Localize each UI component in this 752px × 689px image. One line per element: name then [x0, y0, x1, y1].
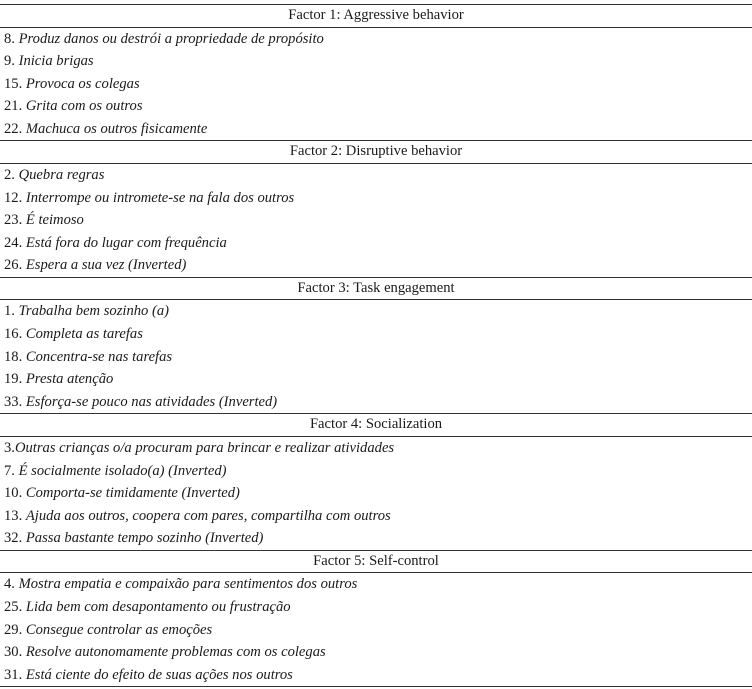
item-text: Trabalha bem sozinho (a): [18, 303, 169, 320]
item-text: Consegue controlar as emoções: [25, 621, 213, 638]
item-text: Está ciente do efeito de suas ações nos outros: [25, 666, 293, 683]
factor-block: [0, 278, 752, 414]
factor-header: Factor 4: Socialization: [0, 414, 752, 437]
item-text: Esforça-se pouco nas atividades (Inverted): [25, 393, 278, 410]
item-row: [0, 254, 752, 277]
item-number: 26.: [4, 257, 26, 274]
factor-header: Factor 2: Disruptive behavior: [0, 141, 752, 164]
item-row: [0, 323, 752, 346]
item-text: Lida bem com desapontamento ou frustração: [25, 598, 291, 615]
item-number: 19.: [4, 371, 26, 388]
item-text: Está fora do lugar com frequência: [25, 234, 227, 251]
item-row: [0, 437, 752, 460]
item-row: [0, 95, 752, 118]
item-row: [0, 73, 752, 96]
item-number: 21.: [4, 98, 26, 115]
factor-block: [0, 414, 752, 550]
item-row: [0, 164, 752, 187]
item-text: Machuca os outros fisicamente: [25, 120, 208, 137]
item-number: 10.: [4, 485, 26, 502]
item-number: 32.: [4, 530, 26, 547]
item-row: [0, 300, 752, 323]
item-number: 2.: [4, 166, 19, 183]
item-text: Completa as tarefas: [25, 326, 143, 343]
factor-header: Factor 1: Aggressive behavior: [0, 5, 752, 28]
item-row: [0, 187, 752, 210]
item-text: É teimoso: [25, 212, 84, 229]
item-row: [0, 573, 752, 596]
item-text: Ajuda aos outros, coopera com pares, compartilha com outros: [25, 507, 391, 524]
factor-block: [0, 551, 752, 687]
factor-header: Factor 5: Self-control: [0, 551, 752, 574]
item-number: 9.: [4, 53, 19, 70]
item-row: [0, 50, 752, 73]
item-number: 30.: [4, 644, 26, 661]
item-row: [0, 505, 752, 528]
item-text: Interrompe ou intromete-se na fala dos outros: [25, 189, 295, 206]
item-number: 23.: [4, 212, 26, 229]
item-text: Espera a sua vez (Inverted): [25, 257, 187, 274]
factor-items-table: [0, 4, 752, 687]
item-row: [0, 346, 752, 369]
item-text: Quebra regras: [18, 166, 105, 183]
item-number: 25.: [4, 598, 26, 615]
item-number: 31.: [4, 666, 26, 683]
item-text: Comporta-se timidamente (Inverted): [25, 485, 240, 502]
item-number: 18.: [4, 348, 26, 365]
factor-header: Factor 3: Task engagement: [0, 278, 752, 301]
item-number: 16.: [4, 326, 26, 343]
item-row: [0, 118, 752, 141]
item-row: [0, 460, 752, 483]
item-text: Mostra empatia e compaixão para sentimentos dos outros: [18, 576, 358, 593]
item-row: [0, 596, 752, 619]
item-row: [0, 619, 752, 642]
item-row: [0, 482, 752, 505]
item-row: [0, 664, 752, 687]
item-row: [0, 391, 752, 414]
item-number: 29.: [4, 621, 26, 638]
item-text: Inicia brigas: [18, 53, 94, 70]
item-row: [0, 232, 752, 255]
item-number: 8.: [4, 30, 19, 47]
item-number: 24.: [4, 234, 26, 251]
item-number: 12.: [4, 189, 26, 206]
item-text: É socialmente isolado(a) (Inverted): [18, 462, 227, 479]
item-row: [0, 641, 752, 664]
item-text: Grita com os outros: [25, 98, 143, 115]
item-number: 3.: [4, 439, 15, 456]
item-number: 22.: [4, 120, 26, 137]
item-text: Resolve autonomamente problemas com os colegas: [25, 644, 326, 661]
item-text: Passa bastante tempo sozinho (Inverted): [25, 530, 264, 547]
item-text: Outras crianças o/a procuram para brincar e realizar atividades: [14, 439, 395, 456]
item-row: [0, 209, 752, 232]
item-text: Concentra-se nas tarefas: [25, 348, 173, 365]
item-number: 1.: [4, 303, 19, 320]
factor-block: [0, 141, 752, 277]
item-text: Provoca os colegas: [25, 75, 140, 92]
item-number: 33.: [4, 393, 26, 410]
item-row: [0, 28, 752, 51]
item-number: 7.: [4, 462, 19, 479]
item-number: 13.: [4, 507, 26, 524]
factor-block: [0, 5, 752, 141]
item-text: Produz danos ou destrói a propriedade de propósito: [18, 30, 324, 47]
item-number: 4.: [4, 576, 19, 593]
item-row: [0, 527, 752, 550]
item-text: Presta atenção: [25, 371, 114, 388]
item-row: [0, 368, 752, 391]
item-number: 15.: [4, 75, 26, 92]
